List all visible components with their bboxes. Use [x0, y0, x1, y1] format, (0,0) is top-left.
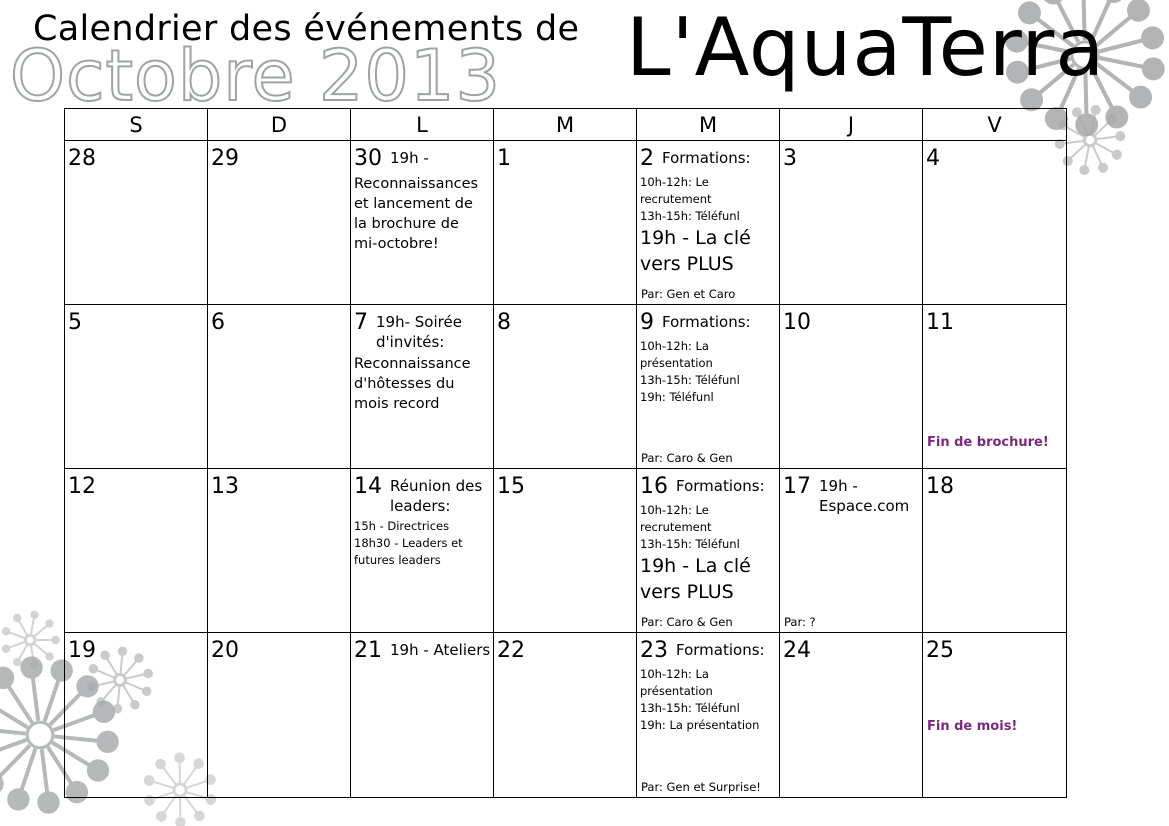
- highlight-line: vers PLUS: [640, 581, 734, 603]
- calendar-heading: Calendrier des événements de: [33, 9, 580, 49]
- day-number: 29: [211, 146, 239, 171]
- weekday-header: S: [65, 109, 208, 141]
- day-number: 5: [68, 310, 82, 335]
- day-cell: [637, 141, 780, 305]
- schedule-line: 10h-12h: Le: [640, 175, 709, 189]
- day-cell: [637, 305, 780, 469]
- event-title: 19h - Espace.com: [819, 477, 910, 515]
- day-header: [211, 308, 348, 338]
- day-number: 14: [354, 474, 382, 499]
- event-description-line: Reconnaissance: [354, 356, 471, 372]
- day-number: 8: [497, 310, 511, 335]
- day-number: 20: [211, 638, 239, 663]
- schedule-line: 13h-15h: Téléfunl: [640, 537, 740, 551]
- schedule-line: 19h: La présentation: [640, 718, 760, 732]
- event-note: Fin de mois!: [927, 719, 1018, 734]
- highlight-line: 19h - La clé: [640, 555, 751, 577]
- schedule-line: recrutement: [640, 520, 712, 534]
- event-presenter: Par: ?: [784, 615, 816, 629]
- day-number: 19: [68, 638, 96, 663]
- event-schedule: [354, 518, 491, 569]
- schedule-line: 15h - Directrices: [354, 519, 450, 533]
- weekday-header: D: [208, 109, 351, 141]
- event-title: Formations:: [676, 477, 765, 495]
- schedule-line: 10h-12h: La: [640, 339, 709, 353]
- day-header: [497, 472, 634, 502]
- schedule-line: 10h-12h: La: [640, 667, 709, 681]
- day-cell: [494, 305, 637, 469]
- day-cell: [65, 141, 208, 305]
- event-note: Fin de brochure!: [927, 435, 1049, 450]
- day-header: [640, 308, 777, 338]
- day-number: 28: [68, 146, 96, 171]
- day-number: 17: [783, 474, 811, 499]
- event-description-line: mois record: [354, 396, 440, 412]
- event-description-line: Reconnaissances: [354, 176, 479, 192]
- day-header: [211, 472, 348, 502]
- day-cell: [494, 633, 637, 797]
- day-cell: [780, 305, 923, 469]
- day-header: [926, 144, 1064, 174]
- highlight-line: vers PLUS: [640, 253, 734, 275]
- month-title: Octobre 2013: [10, 35, 501, 117]
- schedule-line: recrutement: [640, 192, 712, 206]
- day-header: [68, 636, 205, 666]
- day-number: 11: [926, 310, 954, 335]
- day-header: [68, 308, 205, 338]
- day-header: [68, 472, 205, 502]
- day-header: [211, 636, 348, 666]
- event-title: 19h -: [390, 149, 429, 167]
- day-cell: [637, 469, 780, 633]
- day-cell: [923, 469, 1066, 633]
- day-header: [783, 472, 920, 518]
- day-number: 22: [497, 638, 525, 663]
- day-number: 7: [354, 310, 368, 335]
- day-cell: [494, 141, 637, 305]
- event-schedule: [640, 502, 777, 553]
- weekday-header: J: [780, 109, 923, 141]
- event-description: [354, 174, 491, 254]
- weekday-header: M: [637, 109, 780, 141]
- calendar-grid: [64, 108, 1067, 798]
- day-header: [354, 636, 491, 666]
- event-description-line: la brochure de: [354, 216, 459, 232]
- event-highlight: [640, 225, 777, 277]
- day-number: 15: [497, 474, 525, 499]
- day-number: 30: [354, 146, 382, 171]
- day-header: [211, 144, 348, 174]
- event-title: Formations:: [662, 149, 751, 167]
- event-title: Formations:: [662, 313, 751, 331]
- day-header: [926, 472, 1064, 502]
- day-header: [640, 636, 777, 666]
- day-header: [640, 472, 777, 502]
- day-number: 1: [497, 146, 511, 171]
- event-schedule: [640, 338, 777, 406]
- day-cell: [208, 633, 351, 797]
- schedule-line: 13h-15h: Téléfunl: [640, 373, 740, 387]
- event-schedule: [640, 666, 777, 734]
- event-presenter: Par: Caro & Gen: [641, 451, 733, 465]
- day-header: [783, 636, 920, 666]
- day-cell: [351, 305, 494, 469]
- weekday-header: L: [351, 109, 494, 141]
- day-number: 9: [640, 310, 654, 335]
- day-header: [497, 636, 634, 666]
- day-cell: [351, 469, 494, 633]
- event-presenter: Par: Gen et Caro: [641, 287, 736, 301]
- day-cell: [494, 469, 637, 633]
- event-description-line: et lancement de: [354, 196, 473, 212]
- day-cell: [65, 633, 208, 797]
- event-title: 19h- Soirée d'invités:: [376, 313, 462, 351]
- event-description-line: d'hôtesses du: [354, 376, 455, 392]
- day-cell: [65, 305, 208, 469]
- day-header: [640, 144, 777, 174]
- schedule-line: 18h30 - Leaders et: [354, 536, 463, 550]
- event-title: Formations:: [676, 641, 765, 659]
- schedule-line: futures leaders: [354, 553, 441, 567]
- day-cell: [65, 469, 208, 633]
- day-number: 13: [211, 474, 239, 499]
- day-cell: [351, 633, 494, 797]
- day-cell: [208, 305, 351, 469]
- day-number: 25: [926, 638, 954, 663]
- day-cell: [923, 141, 1066, 305]
- day-number: 10: [783, 310, 811, 335]
- event-presenter: Par: Caro & Gen: [641, 615, 733, 629]
- brand-title: L'AquaTerra: [626, 1, 1106, 94]
- day-number: 4: [926, 146, 940, 171]
- day-cell: [208, 141, 351, 305]
- event-description: [354, 354, 491, 414]
- day-cell: [780, 633, 923, 797]
- day-header: [783, 308, 920, 338]
- day-cell: [208, 469, 351, 633]
- day-header: [926, 308, 1064, 338]
- event-title: 19h - Ateliers: [390, 641, 491, 659]
- schedule-line: 13h-15h: Téléfunl: [640, 701, 740, 715]
- event-highlight: [640, 553, 777, 605]
- day-number: 3: [783, 146, 797, 171]
- day-cell: [780, 141, 923, 305]
- day-header: [497, 308, 634, 338]
- schedule-line: 10h-12h: Le: [640, 503, 709, 517]
- day-header: [354, 308, 491, 354]
- schedule-line: présentation: [640, 356, 713, 370]
- day-number: 12: [68, 474, 96, 499]
- day-cell: [637, 633, 780, 797]
- day-cell: [780, 469, 923, 633]
- day-header: [926, 636, 1064, 666]
- event-presenter: Par: Gen et Surprise!: [641, 780, 761, 794]
- schedule-line: 13h-15h: Téléfunl: [640, 209, 740, 223]
- weekday-header: V: [923, 109, 1066, 141]
- day-number: 24: [783, 638, 811, 663]
- event-schedule: [640, 174, 777, 225]
- day-cell: [351, 141, 494, 305]
- weekday-header: M: [494, 109, 637, 141]
- day-number: 16: [640, 474, 668, 499]
- day-cell: [923, 305, 1066, 469]
- event-title: Réunion des leaders:: [390, 477, 483, 515]
- schedule-line: 19h: Téléfunl: [640, 390, 714, 404]
- day-number: 23: [640, 638, 668, 663]
- highlight-line: 19h - La clé: [640, 227, 751, 249]
- day-header: [783, 144, 920, 174]
- day-header: [354, 472, 491, 518]
- day-header: [68, 144, 205, 174]
- event-description-line: mi-octobre!: [354, 236, 439, 252]
- schedule-line: présentation: [640, 684, 713, 698]
- day-number: 2: [640, 146, 654, 171]
- day-number: 21: [354, 638, 382, 663]
- day-number: 18: [926, 474, 954, 499]
- day-header: [354, 144, 491, 174]
- day-header: [497, 144, 634, 174]
- day-number: 6: [211, 310, 225, 335]
- day-cell: [923, 633, 1066, 797]
